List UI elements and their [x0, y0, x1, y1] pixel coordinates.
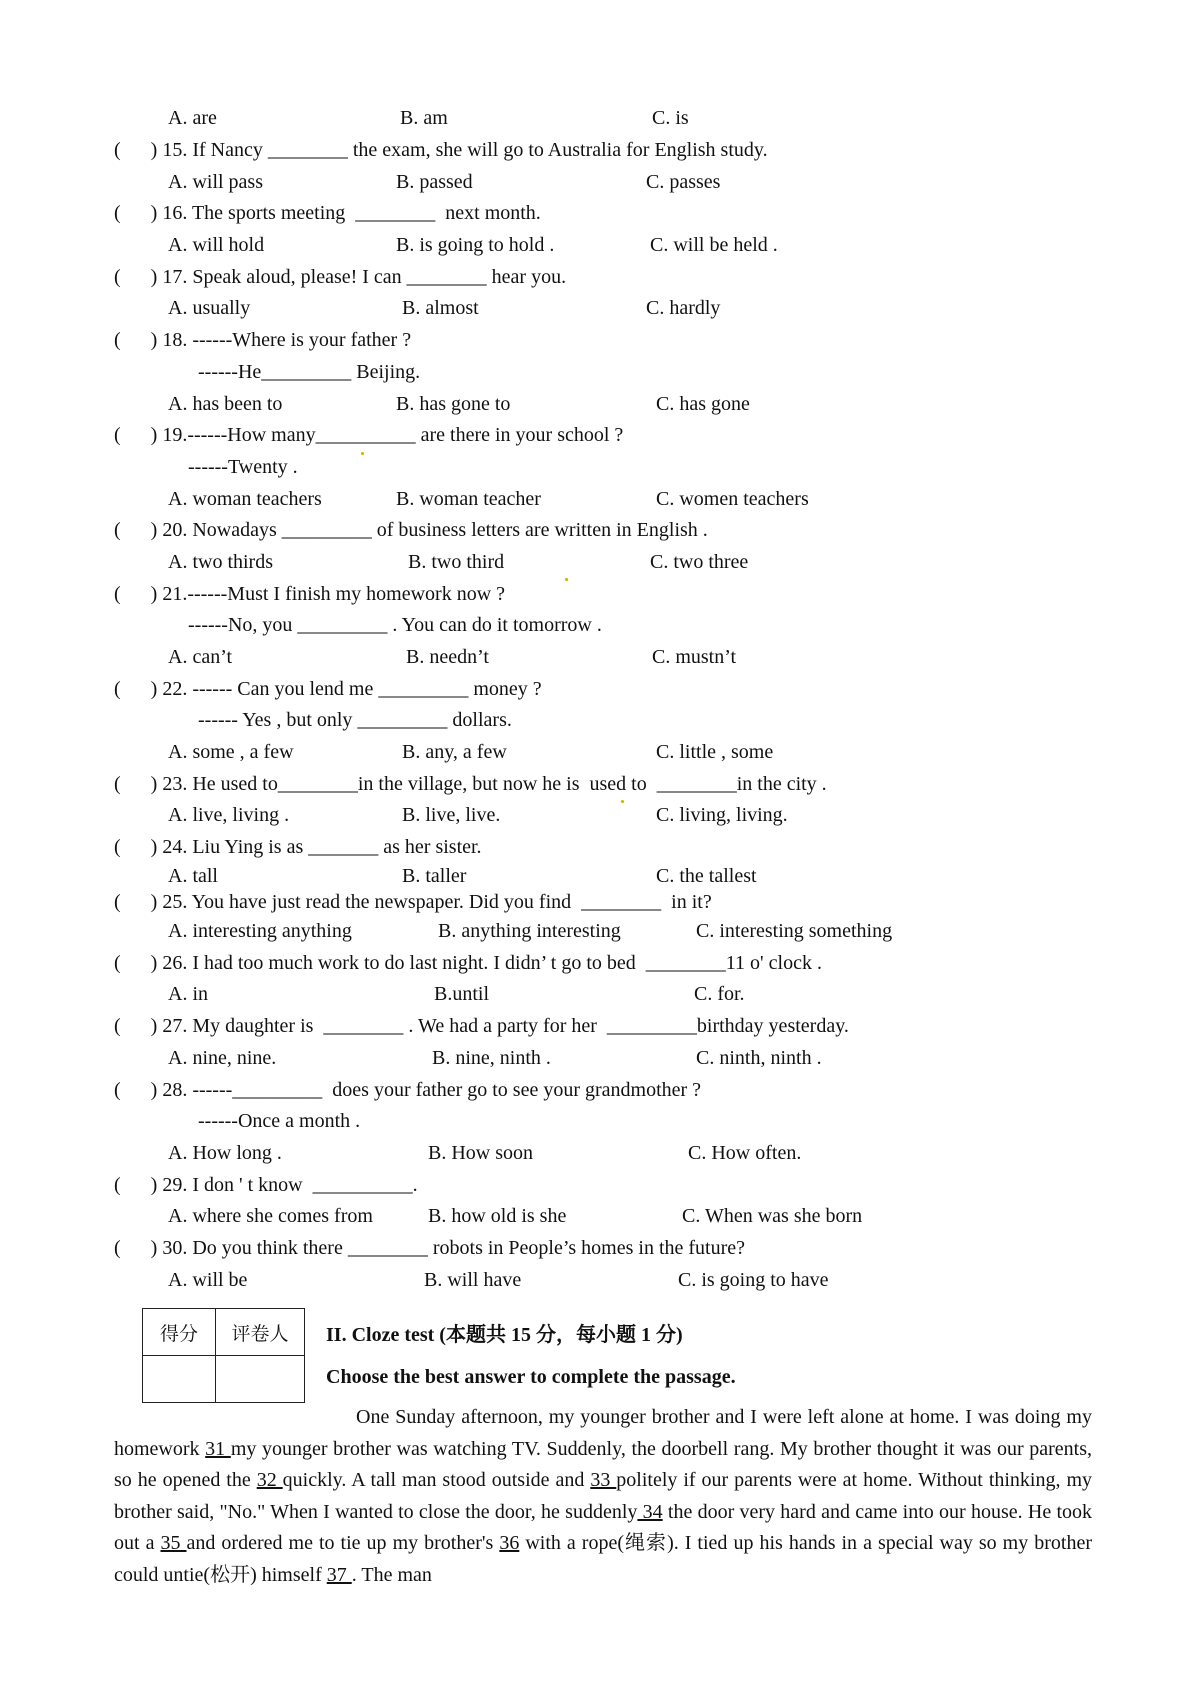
- option-c: C. passes: [646, 171, 721, 193]
- passage-text: the door very hard and came into our house. He took out a: [114, 1500, 1093, 1555]
- option-b: B. two third: [408, 551, 505, 573]
- option-a: A. has been to: [168, 393, 283, 415]
- option-b: B. nine, ninth .: [432, 1047, 551, 1069]
- option-c: C. women teachers: [656, 488, 809, 510]
- question-stem: ( ) 20. Nowadays _________ of business letters are written in English .: [114, 519, 708, 541]
- yellow-speck: [565, 578, 568, 581]
- option-b: B. is going to hold .: [396, 234, 555, 256]
- cloze-blank: 33: [590, 1469, 617, 1492]
- passage-text: . The man: [351, 1563, 432, 1586]
- option-a: A. nine, nine.: [168, 1047, 277, 1069]
- question-stem: ( ) 16. The sports meeting ________ next month.: [114, 202, 541, 224]
- option-a: A. some , a few: [168, 741, 294, 763]
- question-stem: ( ) 25. You have just read the newspaper. Did you find ________ in it?: [114, 891, 712, 913]
- option-b: B. almost: [402, 297, 479, 319]
- question-stem: ( ) 17. Speak aloud, please! I can ________ hear you.: [114, 266, 567, 288]
- option-b: B. how old is she: [428, 1205, 567, 1227]
- section-instruction: Choose the best answer to complete the passage.: [326, 1366, 736, 1388]
- score-cell: [143, 1356, 216, 1403]
- option-b: B. How soon: [428, 1142, 534, 1164]
- option-c: C. is going to have: [678, 1269, 829, 1291]
- cloze-blank: 32: [256, 1469, 283, 1492]
- option-b: B. taller: [402, 865, 467, 887]
- question-stem: ( ) 27. My daughter is ________ . We had a party for her _________birthday yesterday.: [114, 1015, 849, 1037]
- option-c: C. When was she born: [682, 1205, 863, 1227]
- option-b: B. any, a few: [402, 741, 507, 763]
- option-a: A. will hold: [168, 234, 265, 256]
- option-b: B. am: [400, 107, 448, 129]
- cloze-passage: [114, 1402, 1092, 1592]
- question-stem: ( ) 29. I don ' t know __________.: [114, 1174, 418, 1196]
- option-c: C. mustn’t: [652, 646, 737, 668]
- cloze-blank: 36: [499, 1532, 520, 1555]
- option-a: A. two thirds: [168, 551, 273, 573]
- dialogue-line: ------Once a month .: [198, 1110, 361, 1132]
- option-b: B. has gone to: [396, 393, 511, 415]
- question-stem: ( ) 21.------Must I finish my homework now ?: [114, 583, 506, 605]
- question-stem: ( ) 26. I had too much work to do last night. I didn’ t go to bed ________11 o' clock .: [114, 952, 822, 974]
- passage-text: quickly. A tall man stood outside and: [282, 1469, 591, 1492]
- option-a: A. usually: [168, 297, 251, 319]
- option-b: B. passed: [396, 171, 473, 193]
- option-b: B. will have: [424, 1269, 522, 1291]
- passage-text: my younger brother was watching TV. Suddenly, the doorbell rang. My brother thought it was our parents, so he opened the: [114, 1437, 1092, 1492]
- option-c: C. How often.: [688, 1142, 802, 1164]
- question-stem: ( ) 19.------How many__________ are there in your school ?: [114, 424, 624, 446]
- option-c: C. interesting something: [696, 920, 893, 942]
- cloze-blank: 31: [205, 1437, 231, 1460]
- option-b: B.until: [434, 983, 490, 1005]
- option-a: A. where she comes from: [168, 1205, 373, 1227]
- option-a: A. in: [168, 983, 208, 1005]
- score-table: [142, 1308, 305, 1403]
- option-c: C. little , some: [656, 741, 774, 763]
- cloze-blank: 34: [637, 1500, 663, 1523]
- option-a: A. tall: [168, 865, 218, 887]
- score-label: 得分: [143, 1309, 216, 1356]
- option-b: B. live, live.: [402, 804, 501, 826]
- option-a: A. live, living .: [168, 804, 290, 826]
- option-c: C. living, living.: [656, 804, 788, 826]
- cloze-blank: 37: [326, 1563, 352, 1586]
- passage-text: with a rope(绳索). I tied up his hands in a special way so my brother could untie(松开) himself: [114, 1532, 1092, 1586]
- question-stem: ( ) 18. ------Where is your father ?: [114, 329, 412, 351]
- passage-text: One Sunday afternoon, my younger brother and I were left alone at home. I was doing my homework: [114, 1406, 1092, 1460]
- question-stem: ( ) 28. ------_________ does your father go to see your grandmother ?: [114, 1079, 702, 1101]
- option-c: C. will be held .: [650, 234, 778, 256]
- question-stem: ( ) 30. Do you think there ________ robots in People’s homes in the future?: [114, 1237, 746, 1259]
- dialogue-line: ------No, you _________ . You can do it tomorrow .: [188, 614, 602, 636]
- grader-cell: [216, 1356, 305, 1403]
- question-stem: ( ) 24. Liu Ying is as _______ as her sister.: [114, 836, 482, 858]
- passage-text: and ordered me to tie up my brother's: [186, 1532, 500, 1555]
- option-c: C. is: [652, 107, 689, 129]
- option-a: A. will pass: [168, 171, 263, 193]
- option-c: C. two three: [650, 551, 749, 573]
- option-c: C. hardly: [646, 297, 721, 319]
- section-title: II. Cloze test (本题共 15 分，每小题 1 分): [326, 1324, 683, 1346]
- yellow-speck: [621, 800, 624, 803]
- passage-text: politely if our parents were at home. Without thinking, my brother said, "No." When I wanted to close the door, he suddenly: [114, 1469, 1093, 1523]
- option-a: A. woman teachers: [168, 488, 322, 510]
- option-c: C. has gone: [656, 393, 750, 415]
- question-stem: ( ) 22. ------ Can you lend me _________ money ?: [114, 678, 542, 700]
- option-a: A. will be: [168, 1269, 248, 1291]
- option-c: C. the tallest: [656, 865, 757, 887]
- dialogue-line: ------Twenty .: [188, 456, 298, 478]
- option-b: B. anything interesting: [438, 920, 621, 942]
- option-a: A. are: [168, 107, 217, 129]
- cloze-blank: 35: [160, 1532, 187, 1555]
- dialogue-line: ------ Yes , but only _________ dollars.: [198, 709, 512, 731]
- question-stem: ( ) 23. He used to________in the village, but now he is used to ________in the city .: [114, 773, 827, 795]
- option-c: C. ninth, ninth .: [696, 1047, 822, 1069]
- grader-label: 评卷人: [216, 1309, 305, 1356]
- option-b: B. woman teacher: [396, 488, 541, 510]
- option-a: A. interesting anything: [168, 920, 352, 942]
- option-c: C. for.: [694, 983, 745, 1005]
- yellow-speck: [361, 452, 364, 455]
- option-b: B. needn’t: [406, 646, 489, 668]
- option-a: A. How long .: [168, 1142, 282, 1164]
- option-a: A. can’t: [168, 646, 233, 668]
- question-stem: ( ) 15. If Nancy ________ the exam, she will go to Australia for English study.: [114, 139, 768, 161]
- dialogue-line: ------He_________ Beijing.: [198, 361, 421, 383]
